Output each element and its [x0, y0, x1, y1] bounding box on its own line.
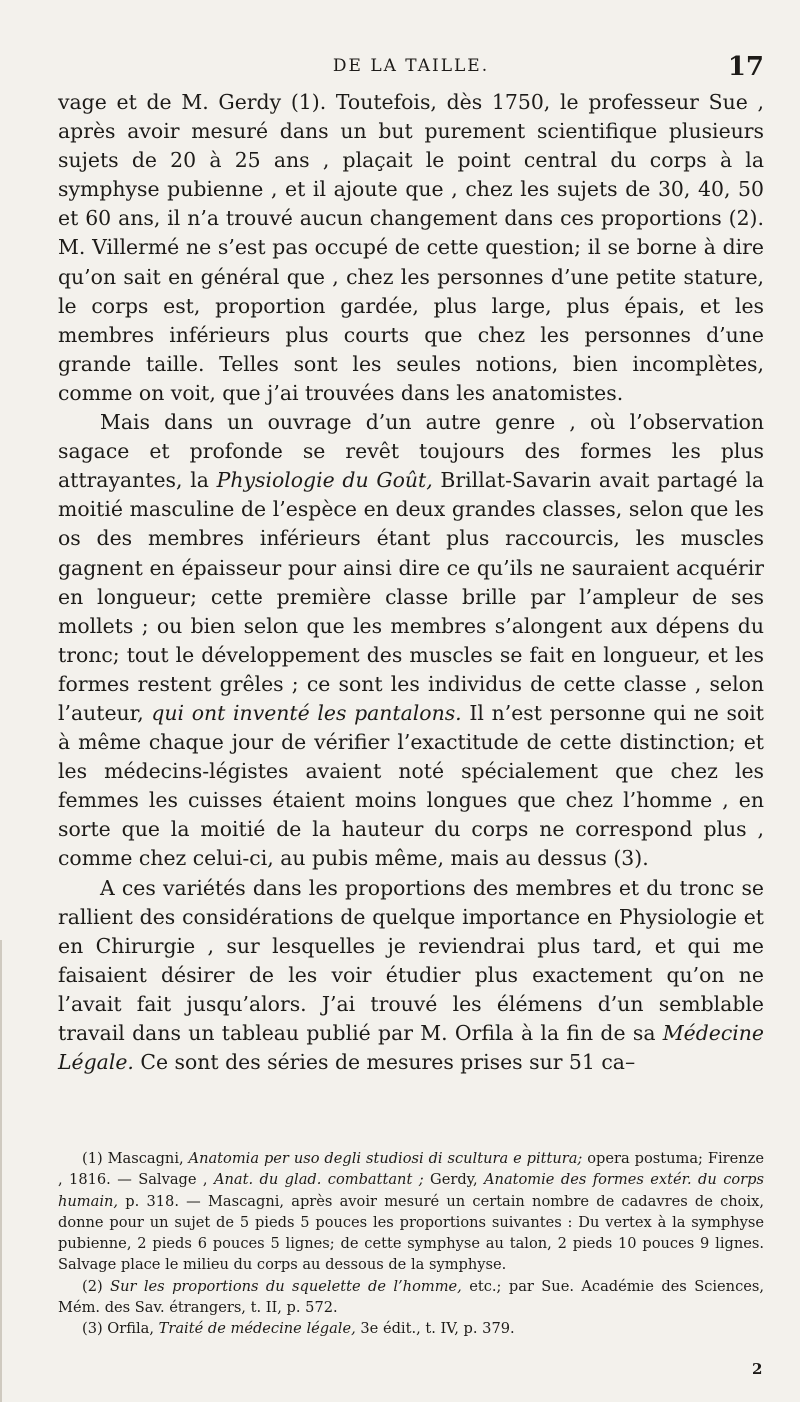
text-run: (1) Mascagni,	[82, 1150, 189, 1167]
text-run: etc.; par Sue. Académie des Sciences, Mém. des Sav. étrangers, t. II, p. 572.	[58, 1277, 765, 1317]
text-run: 3e édit., t. IV, p. 379.	[355, 1320, 515, 1338]
text-run: vage et de M. Gerdy (1). Toutefois, dès 1750, le professeur Sue , après avoir mesuré dans un but purement scientifique plusieurs sujets de 20 à 25 ans , plaçait le point central du corps à la symphyse pubienne , et il ajoute que , chez les sujets de 30, 40, 50 et 60 ans, il n’a trouvé aucun changement dans ces proportions (2). M. Villermé ne s’est pas occupé de cette question; il se borne à dire qu’on sait en général que , chez les personnes d’une petite stature, le corps est, proportion gardée, plus large, plus épais, et les membres inférieurs plus courts que chez les personnes d’une grande taille. Telles sont les seules notions, bien incomplètes, comme on voit, que j’ai trouvées dans les anatomistes.	[58, 90, 764, 405]
text-run: opera postuma; Firenze , 1816. — Salvage ,	[58, 1150, 764, 1189]
paragraph	[58, 88, 764, 408]
scan-edge-shadow	[0, 940, 2, 1402]
footnote	[58, 1318, 764, 1339]
italic-run: Traité de médecine légale,	[158, 1320, 356, 1338]
body-text	[58, 88, 764, 1077]
text-run: (3) Orfila,	[82, 1320, 159, 1338]
footnote	[58, 1276, 764, 1319]
text-run: A ces variétés dans les proportions des membres et du tronc se rallient des considérations de quelque importance en Physiologie et en Chirurgie , sur lesquelles je reviendrai plus tard, et qui me faisaient désirer de les voir étudier plus exactement qu’on ne l’avait fait jusqu’alors. J’ai trouvé les élémens d’un semblable travail dans un tableau publié par M. Orfila à la fin de sa	[58, 875, 764, 1045]
text-run: Brillat-Savarin avait partagé la moitié masculine de l’espèce en deux grandes classes, selon que les os des membres inférieurs étant plus raccourcis, les muscles gagnent en épaisseur pour ainsi dire ce qu’ils ne sauraient acquérir en longueur; cette première classe brille par l’ampleur de ses mollets ; ou bien selon que les membres s’alongent aux dépens du tronc; tout le développement des muscles se fait en longueur, et les formes restent grêles ; ce sont les individus de cette classe , selon l’auteur,	[58, 468, 764, 725]
italic-run: qui ont inventé les pantalons.	[151, 700, 462, 725]
text-run: Mais dans un ouvrage d’un autre genre , où l’observation sagace et profonde se revêt toujours des formes les plus attrayantes, la	[58, 410, 764, 493]
text-run: (2)	[82, 1277, 111, 1295]
italic-run: Médecine Légale.	[58, 1021, 764, 1075]
text-run: Ce sont des séries de mesures prises sur 51 ca–	[133, 1050, 636, 1075]
text-run: Il n’est personne qui ne soit à même chaque jour de vérifier l’exactitude de cette distinction; et les médecins-légistes avaient noté spécialement que chez les femmes les cuisses étaient moins longues que chez l’homme , en sorte que la moitié de la hauteur du corps ne correspond plus , comme chez celui-ci, au pubis même, mais au dessus (3).	[58, 700, 764, 871]
running-head: DE LA TAILLE.	[332, 56, 490, 76]
text-run: Gerdy,	[423, 1171, 485, 1189]
italic-run: Anatomia per uso degli studiosi di scultura e pittura;	[188, 1150, 583, 1167]
italic-run: Physiologie du Goût,	[216, 468, 433, 493]
page-number: 17	[727, 52, 764, 82]
paragraph	[58, 874, 764, 1078]
signature-mark: 2	[752, 1360, 763, 1378]
footnotes	[58, 1148, 764, 1340]
paragraph	[58, 408, 764, 874]
page-header	[58, 52, 764, 82]
text-run: p. 318. — Mascagni, après avoir mesuré un certain nombre de cadavres de choix, donne pour un sujet de 5 pieds 5 pouces les proportions suivantes : Du vertex à la symphyse pubienne, 2 pieds 6 pouces 5 lignes; de cette symphyse au talon, 2 pieds 10 pouces 9 lignes. Salvage place le milieu du corps au dessous de la symphyse.	[58, 1192, 764, 1274]
italic-run: Sur les proportions du squelette de l’homme,	[110, 1277, 462, 1295]
footnote	[58, 1148, 764, 1276]
italic-run: Anat. du glad. combattant ;	[213, 1171, 424, 1189]
italic-run: Anatomie des formes extér. du corps humain,	[58, 1171, 764, 1210]
